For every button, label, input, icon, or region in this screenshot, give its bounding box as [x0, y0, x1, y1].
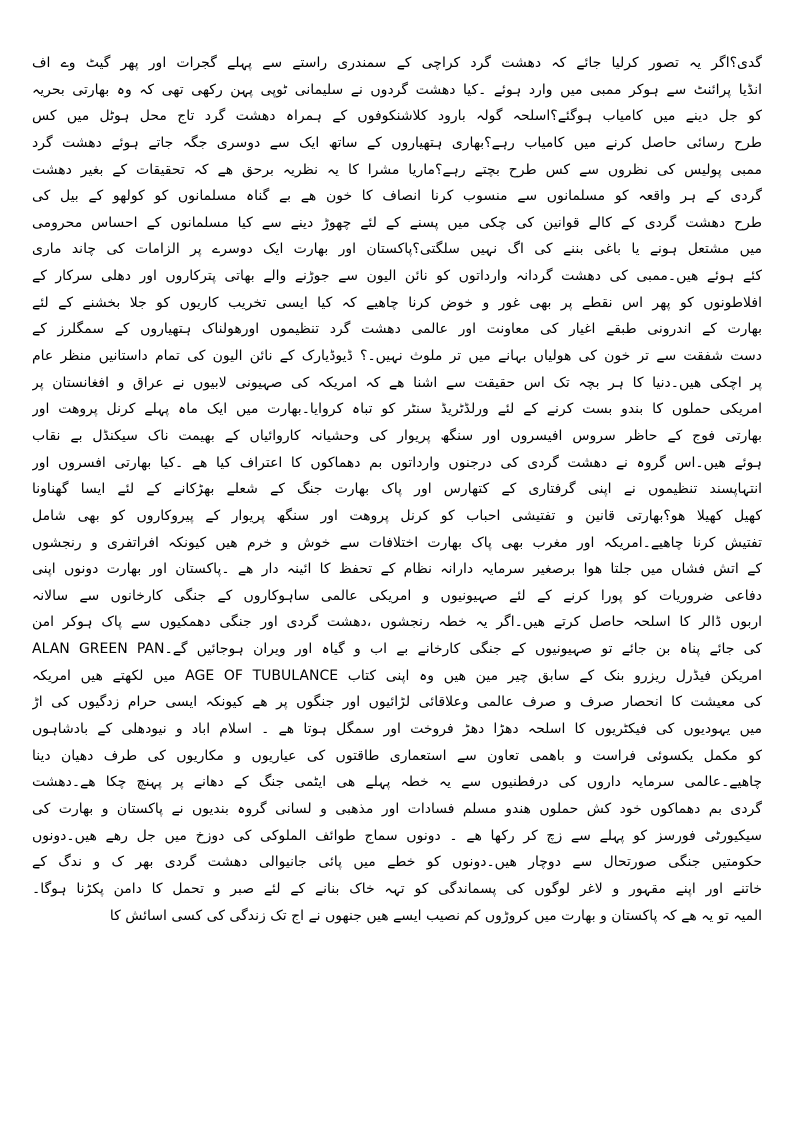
text-line: امریکی حملوں کا بندو بست کرنے کے لئے ورلڈٹریڈ سنٹر کو تباہ کروایا۔بھارت میں ایک ماہ پہلے کرنل پروھت اور: [32, 401, 762, 418]
text-line: گردی کے ہر واقعہ کو مسلمانوں سے منسوب کرنا انصاف کا خون ھے بے گناہ مسلمانوں کو کولھو کے بیل کی: [32, 188, 762, 205]
text-line: بھارتی فوج کے حاظر سروس افیسروں اور سنگھ پریوار کی وحشیانہ کاروائیاں کے بھیمت ناک سیکنڈل بے نقاب: [32, 427, 762, 444]
text-line: انتہاپسند تنظیموں نے اپنی گرفتاری کے کتھارس اور پاک بھارت جنگ کے شعلے بھڑکانے کے لئے ایسا گھناونا: [32, 481, 762, 498]
text-line: کے اتش فشاں میں جلتا ھوا برصغیر سرمایہ دارانہ نظام کے تحفظ کا ائینہ دار ھے ۔پاکستان اور بھارت دونوں اپنی: [32, 561, 762, 578]
text-line: پر اچکی ھیں۔دنیا کا ہر بچہ تک اس حقیقت سے اشنا ھے کہ امریکہ کی صہیونی لابیوں نے عراق و افغانستان پر: [32, 374, 762, 391]
text-line: گردی بم دھماکوں خود کش حملوں ھندو مسلم فسادات اور مذھبی و لسانی گروہ بندیوں نے پاکستان و بھارت کی: [32, 800, 762, 817]
text-line: کی معیشت کا انحصار صرف و صرف عالمی وعلاقائی لڑائیوں اور جنگوں پر ھے کیونکہ ایسی حرام زدگیوں کی اڑ: [32, 694, 762, 711]
text-line: انڈیا پرائنٹ سے ہوکر ممبی میں وارد ہوئے ۔کیا دھشت گردوں نے سلیمانی ٹوپی پہن رکھی تھی کہ وہ بھارتی بحریہ: [32, 81, 762, 98]
text-line: افلاطونوں کو پھر اس نقطے پر بھی غور و خوض کرنا چاھیے کہ کیا ایسی تخریب کاریوں کو جلا بخشنے کے لئے: [32, 294, 762, 311]
text-line: میں مشتعل ہونے یا باغی بننے کی اگ نہیں سلگتی؟پاکستان اور بھارت ایک دوسرے پر الزامات کی چاند ماری: [32, 241, 762, 258]
text-line: چاھیے۔عالمی سرمایہ داروں کی درفطنیوں سے یہ خطہ پہلے ھی ایٹمی جنگ کے دھانے پر پہنچ چکا ھے۔دھشت: [32, 774, 762, 791]
text-line: کئے ہوئے ھیں۔ممبی کی دھشت گردانہ وارداتوں کو نائن الیون سے جوڑنے والے بھاتی پترکاروں اور دھلی سرکار کے: [32, 268, 762, 285]
text-line: ہوئے ھیں۔اس گروہ نے دھشت گردی کی درجنوں وارداتوں بم دھماکوں کا اعتراف کیا ھے ۔کیا بھارتی افسروں اور: [32, 454, 762, 471]
text-line: تفتیش کرنا چاھیے۔امریکہ اور مغرب بھی پاک بھارت اختلافات سے خوش و خرم ھیں کیونکہ افراتفری و رنجشوں: [32, 534, 762, 551]
text-line: دفاعی ضروریات کو پورا کرنے کے لئے صہیونیوں و امریکی عالمی ساہوکاروں کے جنگی کارخانوں سے سالانہ: [32, 587, 762, 604]
text-line: بھارت کے اندرونی طبقے اغیار کی معاونت اور عالمی دھشت گرد تنظیموں اورھولناک ہتھیاروں کے سمگلرز کے: [32, 321, 762, 338]
text-line: طرح رسائی حاصل کرنے میں کامیاب رہے؟بھاری ہتھیاروں کے ساتھ ایک سے دوسری جگہ جاتے ہوئے دھشت گرد: [32, 134, 762, 151]
text-line: المیہ تو یہ ھے کہ پاکستان و بھارت میں کروڑوں کم نصیب ایسے ھیں جنھوں نے اج تک زندگی کی کسی اسائش کا: [109, 907, 762, 924]
text-line: ممبی پولیس کی نظروں سے کس طرح بچتے رہے؟ماریا مشرا کا یہ نظریہ برحق ھے کہ تحقیقات کے بغیر دھشت: [32, 161, 762, 178]
text-line: گدی؟اگر یہ تصور کرلیا جائے کہ دھشت گرد کراچی کے سمندری راستے سے پہلے گجرات اور پھر گیٹ وے اف: [32, 55, 762, 71]
text-line: خاتنے اور اپنے مقہور و لاغر لوگوں کی پسماندگی کو تہہ خاک بنانے کے لئے صبر و تحمل کا دامن پکڑنا ہوگا۔: [32, 880, 762, 897]
text-line: کھیل کھیلا ھو؟بھارتی قانین و تفتیشی احباب کو کرنل پروھت اور سنگھ پریوار کے پیروکاروں کو بھی شامل: [32, 507, 762, 524]
text-line: اربوں ڈالر کا اسلحہ حاصل کرتے ھیں۔اگر یہ خطہ رنجشوں ،دھشت گردی اور جنگی دھمکیوں سے پاک ہوکر امن: [32, 614, 762, 631]
text-line: امریکن فیڈرل ریزرو بنک کے سابق چیر مین ھیں وہ اپنی کتاب AGE OF TUBULANCE میں لکھتے ھیں امریکہ: [32, 667, 762, 684]
text-line: کو جل دینے میں کامیاب ہوگئے؟اسلحہ گولہ بارود کلاشنکوفوں کے ہمراہ دھشت گرد تاج محل ہوٹل میں کس: [32, 108, 762, 125]
text-line: طرح دھشت گردی کے کالے قوانین کی چکی میں پسنے کے لئے چھوڑ دینے سے کیا مسلمانوں کے احساس محرومی: [32, 214, 762, 231]
text-line: کی جائے پناہ بن جائے تو صہیونیوں کے جنگی کارخانے بے اب و گیاہ اور ویران ہوجائیں گے۔ALAN GREEN PAN: [32, 641, 762, 658]
article-body: [32, 50, 762, 929]
text-line: حکومتیں جنگی صورتحال سے دوچار ھیں۔دونوں کو خطے میں پائی جانیوالی دھشت گردی بھر ک و ندگ کے: [32, 854, 762, 871]
text-line: میں یہودیوں کی فیکٹریوں کا اسلحہ دھڑا دھڑ فروخت اور سمگل ہوتا ھے ۔ اسلام اباد و نیودھلی کے بادشاہوں: [32, 721, 762, 738]
text-line: کو مکمل یکسوئی فراست و باھمی تعاون سے استعماری طاقتوں کی عیاریوں و مکاریوں کی طرف دھیان دینا: [32, 747, 762, 764]
text-line: دست شفقت سے تر خون کی ھولیاں بہانے میں تر ملوث نہیں۔؟ ڈیوڈیارک کے نائن الیون کی تمام داستانیں منظر عام: [32, 348, 762, 365]
text-line: سیکیورٹی فورسز کو پہلے سے زچ کر رکھا ھے ۔ دونوں سماج طوائف الملوکی کی دوزخ میں جل رھے ھیں۔دونوں: [32, 827, 762, 844]
